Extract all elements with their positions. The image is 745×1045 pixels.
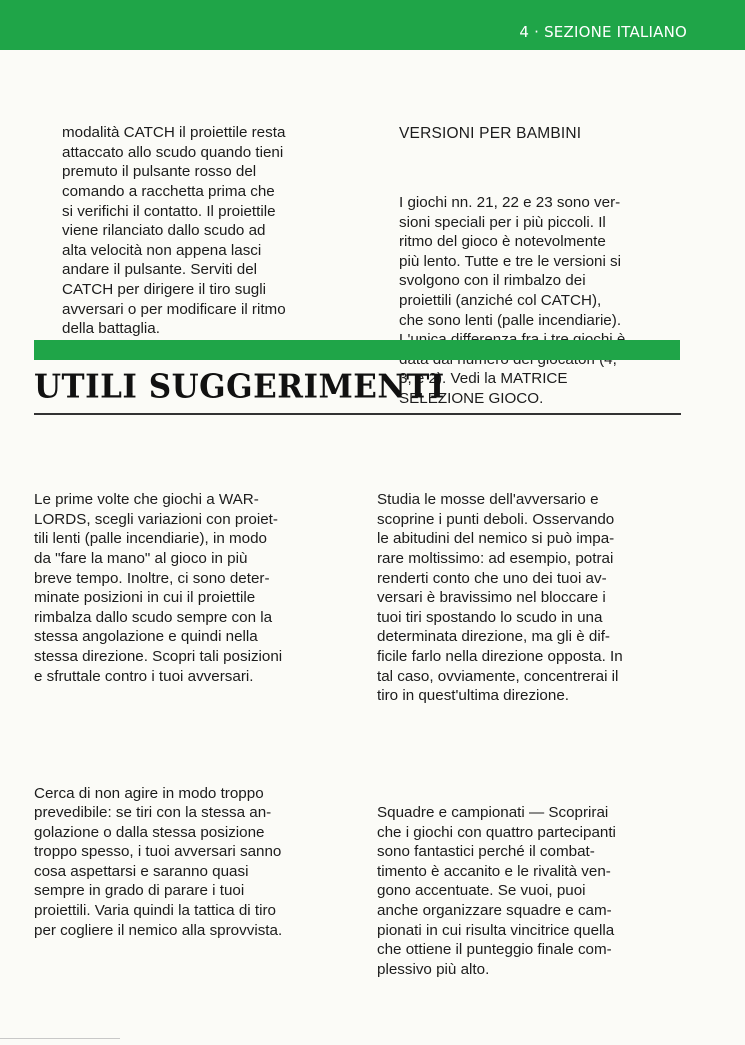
kids-versions-heading: VERSIONI PER BAMBINI — [399, 125, 582, 143]
top-left-column — [62, 84, 286, 358]
text-line: troppo spesso, i tuoi avversari sanno — [34, 843, 282, 861]
text-line: Le prime volte che giochi a WAR- — [34, 491, 259, 509]
text-line: sempre in grado di parare i tuoi — [34, 882, 245, 900]
text-line: sono fantastici perché il combat- — [377, 843, 595, 861]
text-line: I giochi nn. 21, 22 e 23 sono ver- — [399, 193, 621, 211]
bottom-right-column — [377, 451, 623, 999]
text-line: CATCH per dirigere il tiro sugli — [62, 280, 266, 298]
text-line: viene rilanciato dallo scudo ad — [62, 222, 266, 240]
text-line: tal caso, ovviamente, concentrerai il — [377, 667, 619, 685]
text-line: minate posizioni in cui il proiettile — [34, 589, 256, 607]
text-line: andare il pulsante. Serviti del — [62, 261, 258, 279]
text-line: comando a racchetta prima che — [62, 182, 275, 200]
text-line: scoprine i punti deboli. Osservando — [377, 510, 615, 528]
text-line: che sono lenti (palle incendiarie). — [399, 311, 622, 329]
text-line: Cerca di non agire in modo troppo — [34, 784, 264, 802]
text-line: più lento. Tutte e tre le versioni si — [399, 252, 622, 270]
bottom-left-column — [34, 451, 282, 960]
tips-paragraph-3 — [377, 490, 623, 706]
text-line: Squadre e campionati — Scoprirai — [377, 804, 609, 822]
text-line: breve tempo. Inoltre, ci sono deter- — [34, 569, 270, 587]
text-line: renderti conto che uno dei tuoi av- — [377, 569, 607, 587]
text-line: premuto il pulsante rosso del — [62, 163, 257, 181]
text-line: timento è accanito e le rivalità ven- — [377, 862, 611, 880]
text-line: anche organizzare squadre e cam- — [377, 902, 612, 920]
section-divider-bar — [34, 340, 680, 360]
text-line: modalità CATCH il proiettile resta — [62, 124, 286, 142]
text-line: Studia le mosse dell'avversario e — [377, 491, 599, 509]
text-line: rimbalza dallo scudo sempre con la — [34, 608, 273, 626]
text-line: tuoi tiri spostando lo scudo in una — [377, 608, 603, 626]
text-line: ficile farlo nella direzione opposta. In — [377, 647, 623, 665]
text-line: golazione o dalla stessa posizione — [34, 823, 265, 841]
text-line: stessa direzione. Scopri tali posizioni — [34, 647, 283, 665]
text-line: svolgono con il rimbalzo dei — [399, 272, 586, 290]
scan-edge-mark — [0, 1038, 120, 1039]
top-left-text — [62, 123, 286, 339]
text-line: che i giochi con quattro partecipanti — [377, 823, 616, 841]
text-line: alta velocità non appena lasci — [62, 241, 262, 259]
text-line: proiettili. Varia quindi la tattica di tiro — [34, 902, 276, 920]
text-line: cosa aspettarsi e saranno quasi — [34, 862, 249, 880]
text-line: SELEZIONE GIOCO. — [399, 389, 544, 407]
text-line: attaccato allo scudo quando tieni — [62, 143, 284, 161]
tips-paragraph-4 — [377, 803, 623, 979]
section-label: 4 · SEZIONE ITALIANO — [519, 23, 687, 41]
text-line: tiro in quest'ultima direzione. — [377, 687, 569, 705]
text-line: sioni speciali per i più piccoli. Il — [399, 213, 606, 231]
text-line: da "fare la mano" al gioco in più — [34, 549, 248, 567]
text-line: 3, e 2). Vedi la MATRICE — [399, 370, 568, 388]
text-line: rare moltissimo: ad esempio, potrai — [377, 549, 614, 567]
text-line: pionati in cui risulta vincitrice quella — [377, 921, 615, 939]
text-line: plessivo più alto. — [377, 960, 490, 978]
tips-paragraph-1 — [34, 490, 282, 686]
tips-paragraph-2 — [34, 784, 282, 941]
text-line: versari è bravissimo nel bloccare i — [377, 589, 606, 607]
text-line: e sfruttale contro i tuoi avversari. — [34, 667, 254, 685]
text-line: prevedibile: se tiri con la stessa an- — [34, 804, 272, 822]
text-line: gono accentuate. Se vuoi, puoi — [377, 882, 586, 900]
text-line: proiettili (anziché col CATCH), — [399, 291, 602, 309]
text-line: per cogliere il nemico alla sprovvista. — [34, 921, 283, 939]
text-line: LORDS, scegli variazioni con proiet- — [34, 510, 278, 528]
text-line: ritmo del gioco è notevolmente — [399, 233, 606, 251]
text-line: che ottiene il punteggio finale com- — [377, 941, 612, 959]
text-line: stessa angolazione e quindi nella — [34, 628, 258, 646]
title-underline — [34, 413, 681, 415]
text-line: le abitudini del nemico si può impa- — [377, 530, 615, 548]
text-line: si verifichi il contatto. Il proiettile — [62, 202, 276, 220]
text-line: della battaglia. — [62, 320, 160, 338]
text-line: determinata direzione, ma gli è dif- — [377, 628, 610, 646]
section-title: UTILI SUGGERIMENTI — [34, 368, 445, 406]
text-line: tili lenti (palle incendiarie), in modo — [34, 530, 267, 548]
text-line: avversari o per modificare il ritmo — [62, 300, 286, 318]
